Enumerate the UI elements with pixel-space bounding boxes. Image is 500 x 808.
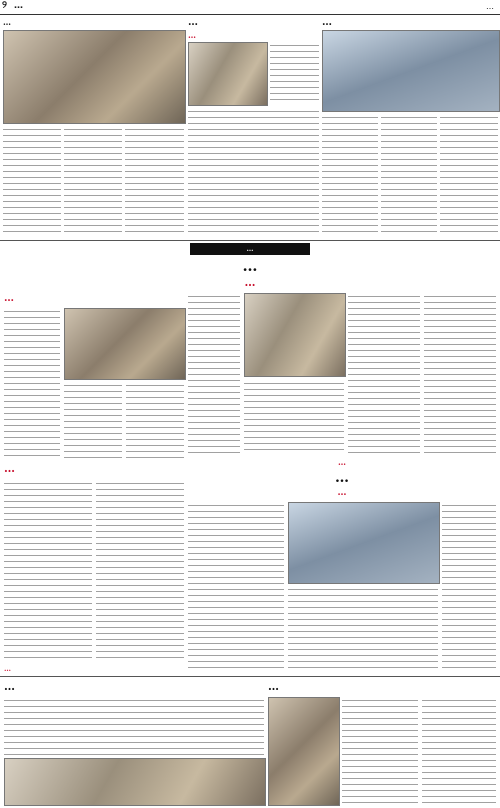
mid-kicker: …	[338, 457, 346, 467]
top-left-text-col2	[64, 126, 122, 236]
issue-date: …	[486, 2, 494, 11]
bottom-right-text-col2	[422, 697, 496, 804]
left-bottom-text-col2	[96, 480, 184, 660]
left-bottom-kicker: …	[4, 664, 11, 673]
top-right-photo	[322, 30, 500, 112]
top-right-text-col2	[381, 114, 437, 236]
left-bottom-text-col1	[4, 480, 92, 660]
top-right-headline: …	[322, 17, 332, 28]
main-story-text-col3	[348, 293, 420, 453]
paper-name: …	[14, 1, 23, 11]
bottom-right-photo	[268, 697, 340, 806]
divider-line-bottom	[0, 676, 500, 677]
mid-subhead: …	[337, 488, 347, 498]
top-right-text-col1	[322, 114, 378, 236]
top-left-headline: …	[3, 17, 11, 27]
bottom-left-photo	[4, 758, 266, 806]
main-story-photo	[244, 293, 346, 377]
mid-headline: …	[335, 470, 349, 486]
page-header-bar	[0, 0, 500, 15]
top-mid-photo	[188, 42, 268, 106]
left-section-text-col2	[64, 382, 122, 458]
top-left-photo	[3, 30, 186, 124]
bottom-right-text-col1	[342, 697, 418, 804]
top-left-text-col3	[125, 126, 184, 236]
main-subhead: …	[244, 276, 256, 289]
bottom-left-text	[4, 697, 264, 755]
mid-photo	[288, 502, 440, 584]
left-section-text-col3	[126, 382, 184, 458]
main-headline: …	[242, 257, 258, 275]
main-story-text-col2	[244, 380, 344, 453]
left-section-photo	[64, 308, 186, 380]
bottom-right-headline: …	[268, 680, 279, 693]
top-mid-subhead: …	[188, 30, 196, 40]
top-right-text-col3	[440, 114, 498, 236]
page-number: ୨	[2, 0, 7, 11]
top-mid-text-body	[188, 108, 319, 236]
divider-line	[0, 240, 500, 241]
top-left-text-col1	[3, 126, 61, 236]
left-bottom-headline: …	[4, 462, 15, 475]
top-mid-text-side	[270, 42, 319, 104]
bottom-left-headline: …	[4, 680, 15, 693]
top-mid-headline: …	[188, 17, 198, 28]
mid-text-col2	[288, 586, 438, 672]
mid-text-col3	[442, 502, 496, 672]
mid-text-col1	[188, 502, 284, 672]
banner-label: …	[190, 243, 310, 255]
left-section-headline: …	[4, 293, 14, 304]
main-story-text-col1	[188, 293, 240, 453]
main-story-text-col4	[424, 293, 496, 453]
left-section-text-col1	[4, 308, 60, 458]
